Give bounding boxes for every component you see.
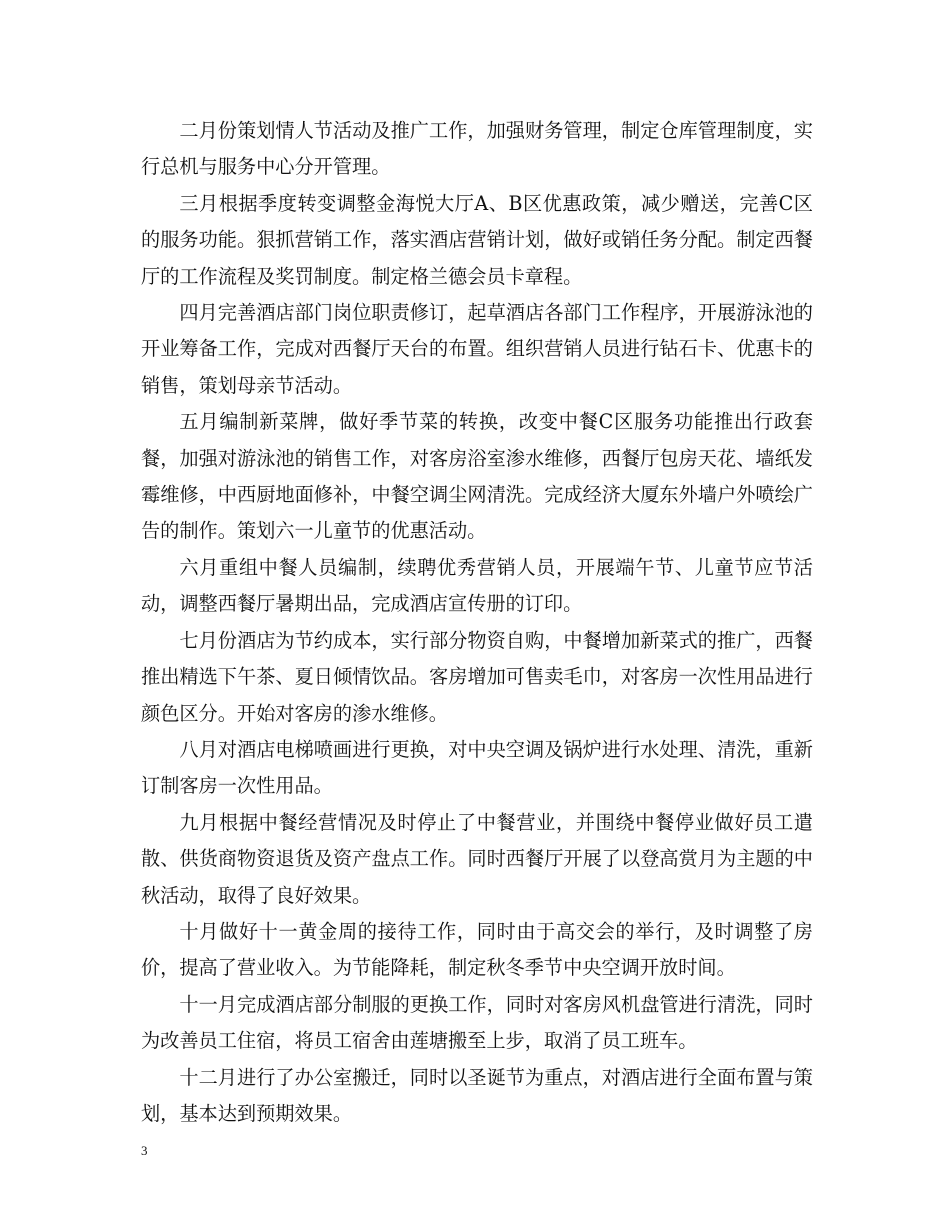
paragraph-march: 三月根据季度转变调整金海悦大厅A、B区优惠政策，减少赠送，完善C区的服务功能。狠抓营销工作，落实酒店营销计划，做好或销任务分配。制定西餐厅的工作流程及奖罚制度。制定格兰德会员卡章程。	[141, 191, 813, 288]
paragraph-october: 十月做好十一黄金周的接待工作，同时由于高交会的举行，及时调整了房价，提高了营业收入。为节能降耗，制定秋冬季节中央空调开放时间。	[141, 919, 813, 980]
paragraph-september: 九月根据中餐经营情况及时停止了中餐营业，并围绕中餐停业做好员工遣散、供货商物资退货及资产盘点工作。同时西餐厅开展了以登高赏月为主题的中秋活动，取得了良好效果。	[141, 810, 813, 907]
paragraph-november: 十一月完成酒店部分制服的更换工作，同时对客房风机盘管进行清洗，同时为改善员工住宿，将员工宿舍由莲塘搬至上步，取消了员工班车。	[141, 992, 813, 1053]
page-number: 3	[141, 1143, 148, 1158]
paragraph-may: 五月编制新菜牌，做好季节菜的转换，改变中餐C区服务功能推出行政套餐，加强对游泳池的销售工作，对客房浴室渗水维修，西餐厅包房天花、墙纸发霉维修，中西厨地面修补，中餐空调尘网清洗。完成经济大厦东外墙户外喷绘广告的制作。策划六一儿童节的优惠活动。	[141, 410, 813, 543]
paragraph-december: 十二月进行了办公室搬迁，同时以圣诞节为重点，对酒店进行全面布置与策划，基本达到预期效果。	[141, 1065, 813, 1125]
document-body	[141, 113, 813, 1132]
paragraph-february: 二月份策划情人节活动及推广工作，加强财务管理，制定仓库管理制度，实行总机与服务中心分开管理。	[141, 119, 813, 179]
paragraph-july: 七月份酒店为节约成本，实行部分物资自购，中餐增加新菜式的推广，西餐推出精选下午茶、夏日倾情饮品。客房增加可售卖毛巾，对客房一次性用品进行颜色区分。开始对客房的渗水维修。	[141, 628, 813, 725]
paragraph-august: 八月对酒店电梯喷画进行更换，对中央空调及锅炉进行水处理、清洗，重新订制客房一次性用品。	[141, 737, 813, 798]
paragraph-april: 四月完善酒店部门岗位职责修订，起草酒店各部门工作程序，开展游泳池的开业筹备工作，完成对西餐厅天台的布置。组织营销人员进行钻石卡、优惠卡的销售，策划母亲节活动。	[141, 301, 813, 397]
paragraph-june: 六月重组中餐人员编制，续聘优秀营销人员，开展端午节、儿童节应节活动，调整西餐厅暑期出品，完成酒店宣传册的订印。	[141, 555, 813, 616]
